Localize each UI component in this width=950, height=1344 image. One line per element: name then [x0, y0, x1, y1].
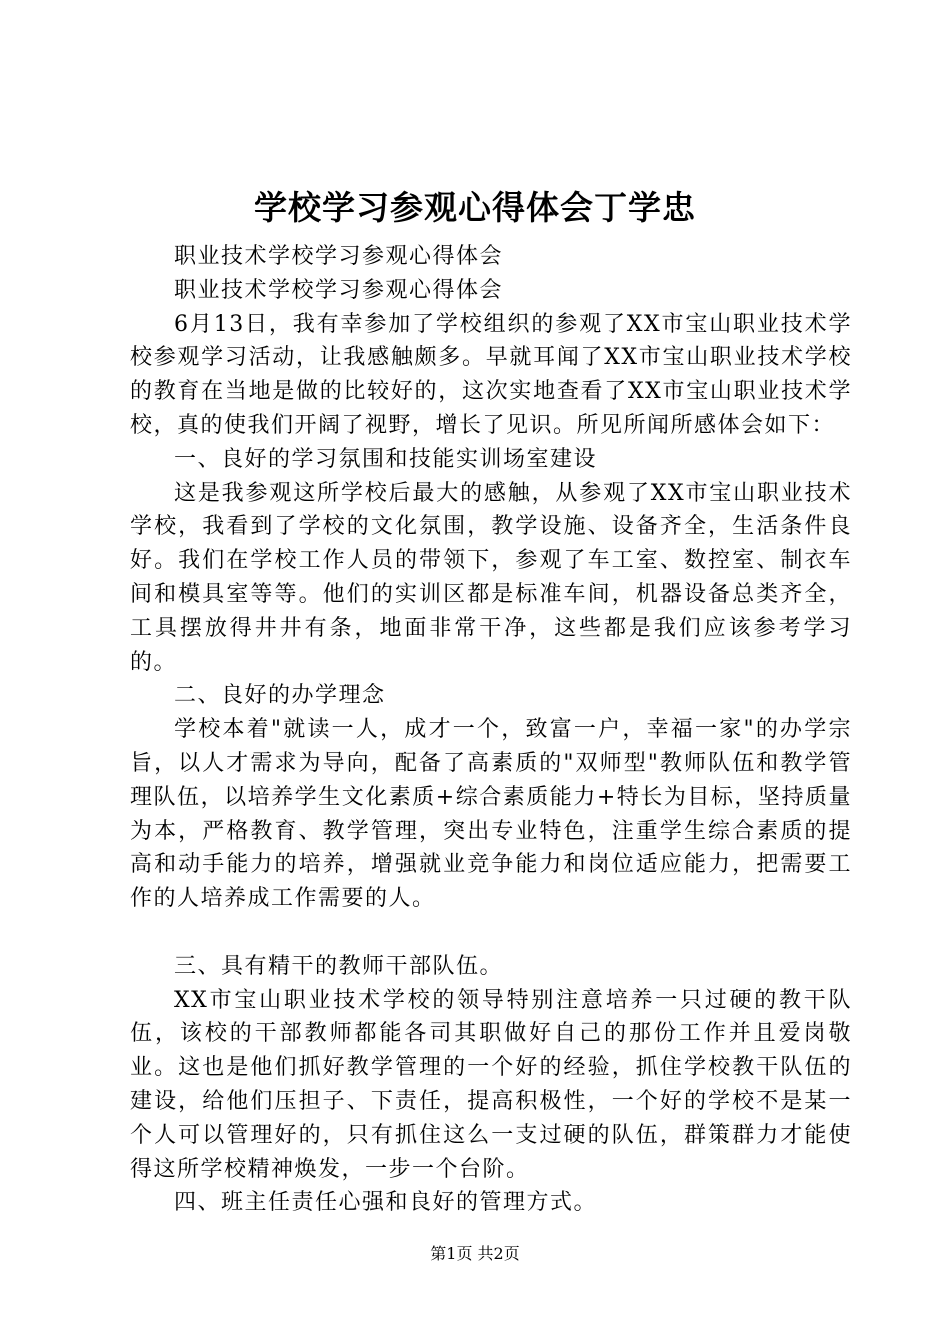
section-heading: 一、良好的学习氛围和技能实训场室建设 — [174, 446, 598, 472]
subtitle-line: 职业技术学校学习参观心得体会 — [174, 277, 504, 303]
section-heading: 四、班主任责任心强和良好的管理方式。 — [174, 1190, 598, 1216]
body-paragraph: 6月13日，我有幸参加了学校组织的参观了XX市宝山职业技术学校参观学习活动，让我感触颇多。早就耳闻了XX市宝山职业技术学校的教育在当地是做的比较好的，这次实地查看了XX市宝山职业技术学校，真的使我们开阔了视野，增长了见识。所见所闻所感体会如下： — [130, 311, 852, 438]
document-body — [130, 240, 852, 1220]
body-paragraph: XX市宝山职业技术学校的领导特别注意培养一只过硬的教干队伍，该校的干部教师都能各司其职做好自己的那份工作并且爱岗敬业。这也是他们抓好教学管理的一个好的经验，抓住学校教干队伍的建设，给他们压担子、下责任，提高积极性，一个好的学校不是某一个人可以管理好的，只有抓住这么一支过硬的队伍，群策群力才能使得这所学校精神焕发，一步一个台阶。 — [130, 987, 852, 1182]
body-paragraph: 这是我参观这所学校后最大的感触，从参观了XX市宝山职业技术学校，我看到了学校的文化氛围，教学设施、设备齐全，生活条件良好。我们在学校工作人员的带领下，参观了车工室、数控室、制衣车间和模具室等等。他们的实训区都是标准车间，机器设备总类齐全，工具摆放得井井有条，地面非常干净，这些都是我们应该参考学习的。 — [130, 480, 852, 675]
document-title: 学校学习参观心得体会丁学忠 — [254, 188, 696, 227]
page-number-footer: 第1页 共2页 — [430, 1244, 520, 1263]
section-heading: 二、良好的办学理念 — [174, 683, 386, 709]
body-paragraph: 学校本着"就读一人，成才一个，致富一户，幸福一家"的办学宗旨，以人才需求为导向，配备了高素质的"双师型"教师队伍和教学管理队伍，以培养学生文化素质+综合素质能力+特长为目标，坚持质量为本，严格教育、教学管理，突出专业特色，注重学生综合素质的提高和动手能力的培养，增强就业竞争能力和岗位适应能力，把需要工作的人培养成工作需要的人。 — [130, 717, 852, 912]
section-heading: 三、具有精干的教师干部队伍。 — [174, 953, 504, 979]
subtitle-line: 职业技术学校学习参观心得体会 — [174, 244, 504, 269]
